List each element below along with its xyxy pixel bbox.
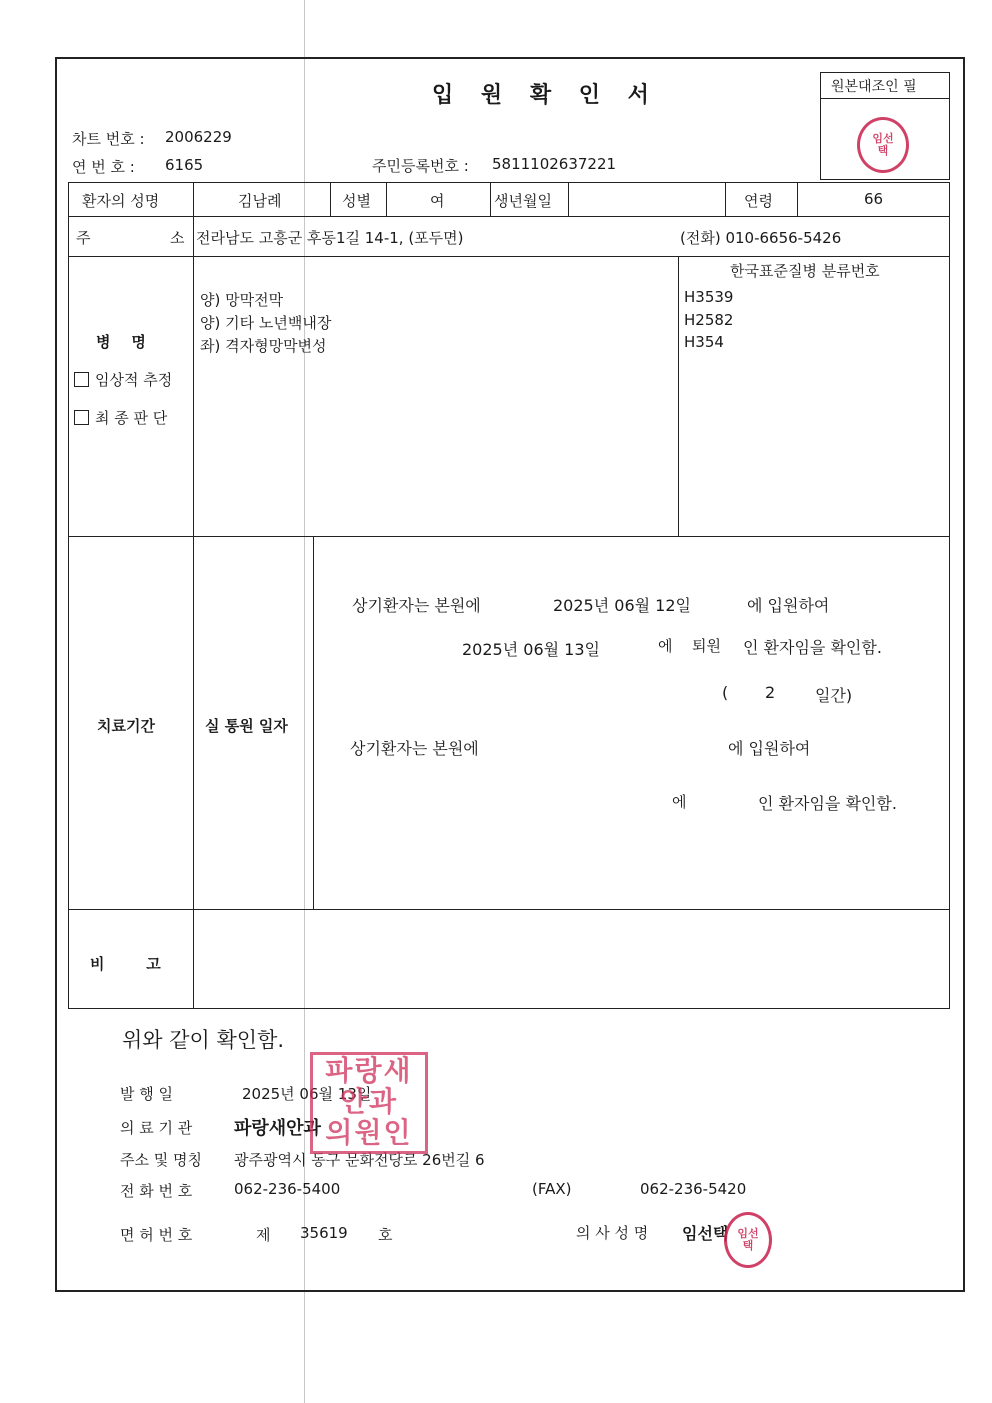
confirmation-statement: 위와 같이 확인함. xyxy=(122,1028,285,1052)
license-number: 35619 xyxy=(300,1224,348,1242)
diagnosis-label: 병 명 xyxy=(96,333,146,351)
clinical-estimate-checkbox[interactable] xyxy=(74,372,89,387)
discharge-confirm: 인 환자임을 확인함. xyxy=(743,638,882,657)
hospital-seal xyxy=(310,1052,428,1154)
original-copy-stamp-box xyxy=(820,72,950,180)
verification-seal-text: 임선 택 xyxy=(872,131,894,157)
diagnosis-item: 좌) 격자형망막변성 xyxy=(200,337,327,355)
hospital-seal-text: 파랑새 안과 의원인 xyxy=(325,1054,413,1149)
tel-label: 전 화 번 호 xyxy=(120,1182,193,1200)
doctor-seal xyxy=(724,1212,772,1268)
final-judgment-checkbox[interactable] xyxy=(74,410,89,425)
patient-phone: (전화) 010-6656-5426 xyxy=(680,229,842,247)
issue-date: 2025년 06월 13일 xyxy=(242,1085,372,1103)
doctor-name-label: 의 사 성 명 xyxy=(576,1224,649,1242)
rrn-label: 주민등록번호 : xyxy=(372,157,469,175)
admission-text: 상기환자는 본원에 xyxy=(352,596,481,615)
treatment-period-label: 치료기간 xyxy=(97,717,155,735)
discharge-confirm-2: 인 환자임을 확인함. xyxy=(758,794,897,813)
dob-label: 생년월일 xyxy=(494,192,552,210)
license-prefix: 제 xyxy=(256,1226,271,1244)
patient-name: 김남례 xyxy=(238,192,282,210)
days-close: 일간) xyxy=(815,686,853,705)
kcd-code: H354 xyxy=(684,333,724,351)
institution-label: 의 료 기 관 xyxy=(120,1119,193,1137)
patient-address: 전라남도 고흥군 후동1길 14-1, (포두면) xyxy=(196,229,464,247)
address-label-left: 주 xyxy=(76,229,91,247)
rrn-value: 5811102637221 xyxy=(492,155,617,173)
serial-number: 6165 xyxy=(165,156,204,174)
license-label: 면 허 번 호 xyxy=(120,1226,193,1244)
address-label-right: 소 xyxy=(170,229,185,247)
tel-value: 062-236-5400 xyxy=(234,1180,341,1198)
discharge-date: 2025년 06월 13일 xyxy=(462,640,600,659)
address-label: 주소 및 명칭 xyxy=(120,1151,202,1169)
sex-value: 여 xyxy=(430,192,445,210)
issue-date-label: 발 행 일 xyxy=(120,1085,174,1103)
chart-number-label: 차트 번호 : xyxy=(72,130,145,148)
discharge-status: 퇴원 xyxy=(692,637,721,655)
fax-label: (FAX) xyxy=(532,1180,572,1198)
clinical-estimate-option[interactable] xyxy=(74,369,172,390)
stamp-box-label: 원본대조인 필 xyxy=(831,79,917,95)
final-judgment-option[interactable] xyxy=(74,407,167,428)
institution-address: 광주광역시 동구 문화전당로 26번길 6 xyxy=(234,1151,485,1169)
sex-label: 성별 xyxy=(342,192,371,210)
diagnosis-item: 양) 망막전막 xyxy=(200,291,284,309)
doctor-seal-text: 임선 택 xyxy=(737,1226,759,1252)
kcd-code: H2582 xyxy=(684,311,734,329)
fax-value: 062-236-5420 xyxy=(640,1180,747,1198)
license-suffix: 호 xyxy=(378,1226,393,1244)
kcd-code: H3539 xyxy=(684,288,734,306)
kcd-code-header: 한국표준질병 분류번호 xyxy=(730,262,880,280)
outpatient-dates-label: 실 통원 일자 xyxy=(205,717,288,735)
serial-number-label: 연 번 호 : xyxy=(72,158,135,176)
doctor-name: 임선택 xyxy=(682,1224,729,1243)
discharge-particle: 에 xyxy=(658,637,673,655)
admission-suffix-2: 에 입원하여 xyxy=(728,739,811,758)
institution-name: 파랑새안과 xyxy=(234,1118,321,1139)
age-label: 연령 xyxy=(744,192,773,210)
remarks-label: 비 고 xyxy=(90,955,161,973)
admission-suffix: 에 입원하여 xyxy=(747,596,830,615)
diagnosis-item: 양) 기타 노년백내장 xyxy=(200,314,332,332)
days-open: ( xyxy=(722,683,729,702)
days-count: 2 xyxy=(765,683,776,702)
discharge-particle-2: 에 xyxy=(672,793,687,811)
admission-date: 2025년 06월 12일 xyxy=(553,596,691,615)
verification-seal xyxy=(857,117,909,173)
age-value: 66 xyxy=(864,190,884,208)
admission-text-2: 상기환자는 본원에 xyxy=(350,739,479,758)
final-judgment-label: 최 종 판 단 xyxy=(95,409,168,427)
chart-number: 2006229 xyxy=(165,128,232,146)
patient-name-label: 환자의 성명 xyxy=(82,192,160,210)
clinical-estimate-label: 임상적 추정 xyxy=(95,371,173,389)
document-title: 입 원 확 인 서 xyxy=(432,83,659,108)
